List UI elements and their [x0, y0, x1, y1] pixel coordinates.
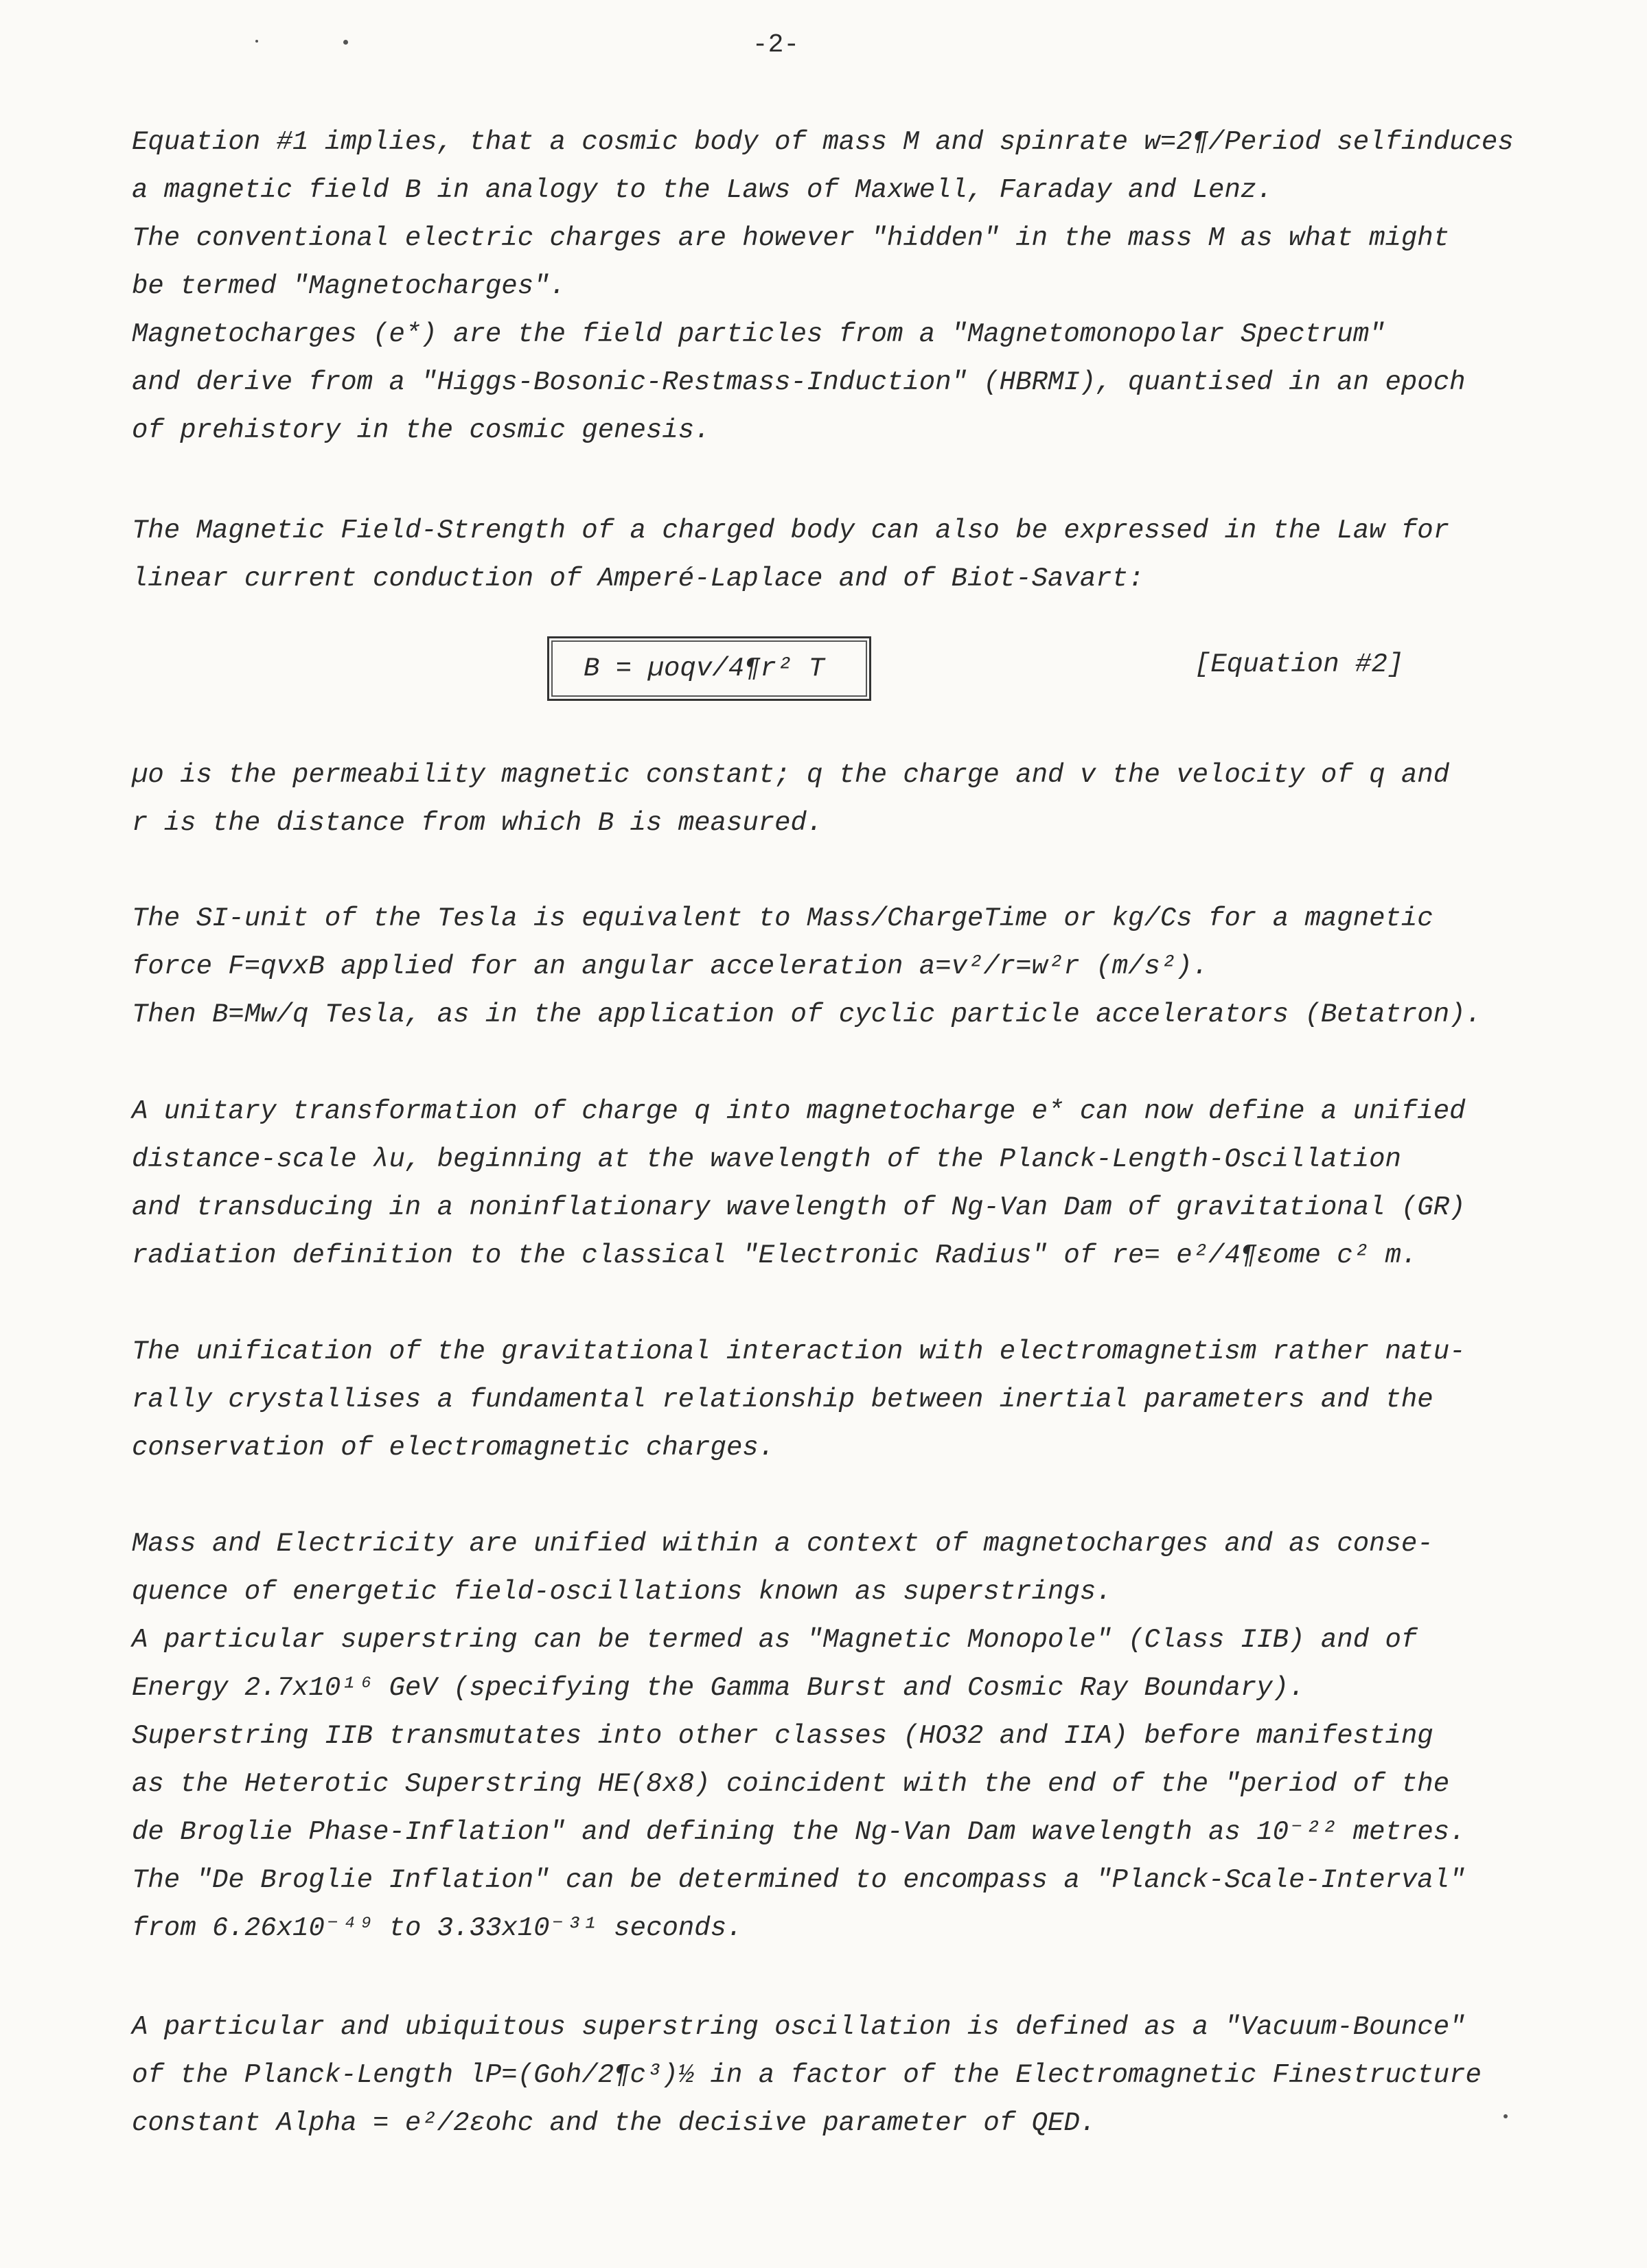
text-line: A particular superstring can be termed as "Magnetic Monopole" (Class IIB) and of	[132, 1625, 1418, 1655]
text-line: Energy 2.7x10¹⁶ GeV (specifying the Gamma Burst and Cosmic Ray Boundary).	[132, 1673, 1305, 1703]
paragraph-5	[132, 1087, 1532, 1280]
paragraph-2	[132, 507, 1532, 603]
text-line: linear current conduction of Amperé-Laplace and of Biot-Savart:	[132, 564, 1144, 594]
text-line: and transducing in a noninflationary wavelength of Ng-Van Dam of gravitational (GR)	[132, 1192, 1466, 1223]
paragraph-1	[132, 118, 1532, 454]
text-line: radiation definition to the classical "Electronic Radius" of re= e²/4¶εome c² m.	[132, 1240, 1418, 1271]
text-line: Equation #1 implies, that a cosmic body of mass M and spinrate w=2¶/Period selfinduces	[132, 127, 1514, 157]
text-line: A particular and ubiquitous superstring oscillation is defined as a "Vacuum-Bounce"	[132, 2012, 1466, 2042]
page-number: -2-	[752, 30, 800, 60]
text-line: The unification of the gravitational interaction with electromagnetism rather natu-	[132, 1336, 1466, 1367]
equation-box: B = µoqv/4¶r² T	[547, 636, 871, 701]
scan-speck	[1504, 2114, 1508, 2118]
text-line: A unitary transformation of charge q into magnetocharge e* can now define a unified	[132, 1096, 1466, 1126]
paragraph-8	[132, 2003, 1532, 2147]
text-line: conservation of electromagnetic charges.	[132, 1433, 775, 1463]
scan-speck	[255, 40, 258, 43]
text-line: The SI-unit of the Tesla is equivalent to Mass/ChargeTime or kg/Cs for a magnetic	[132, 903, 1433, 934]
text-line: a magnetic field B in analogy to the Laws of Maxwell, Faraday and Lenz.	[132, 175, 1273, 205]
text-line: Superstring IIB transmutates into other classes (HO32 and IIA) before manifesting	[132, 1721, 1433, 1751]
scan-speck	[343, 40, 348, 45]
text-line: of the Planck-Length lP=(Goh/2¶c³)½ in a factor of the Electromagnetic Finestructure	[132, 2060, 1482, 2090]
text-line: The conventional electric charges are however "hidden" in the mass M as what might	[132, 223, 1450, 253]
text-line: constant Alpha = e²/2εohc and the decisive parameter of QED.	[132, 2108, 1096, 2138]
text-line: r is the distance from which B is measured.	[132, 808, 823, 838]
text-line: µo is the permeability magnetic constant; q the charge and v the velocity of q and	[132, 760, 1450, 790]
text-line: quence of energetic field-oscillations known as superstrings.	[132, 1577, 1112, 1607]
text-line: and derive from a "Higgs-Bosonic-Restmass-Induction" (HBRMI), quantised in an epoch	[132, 367, 1466, 397]
text-line: de Broglie Phase-Inflation" and defining the Ng-Van Dam wavelength as 10⁻²² metres.	[132, 1817, 1466, 1847]
text-line: distance-scale λu, beginning at the wavelength of the Planck-Length-Oscillation	[132, 1144, 1401, 1174]
text-line: Magnetocharges (e*) are the field particles from a "Magnetomonopolar Spectrum"	[132, 319, 1385, 349]
paragraph-7	[132, 1520, 1532, 1952]
text-line: from 6.26x10⁻⁴⁹ to 3.33x10⁻³¹ seconds.	[132, 1913, 743, 1943]
text-line: The "De Broglie Inflation" can be determined to encompass a "Planck-Scale-Interval"	[132, 1865, 1466, 1895]
equation-label: [Equation #2]	[1195, 649, 1404, 680]
text-line: The Magnetic Field-Strength of a charged body can also be expressed in the Law for	[132, 516, 1450, 546]
text-line: as the Heterotic Superstring HE(8x8) coincident with the end of the "period of the	[132, 1769, 1450, 1799]
text-line: Mass and Electricity are unified within a context of magnetocharges and as conse-	[132, 1529, 1433, 1559]
text-line: Then B=Mw/q Tesla, as in the application of cyclic particle accelerators (Betatron).	[132, 999, 1482, 1030]
paragraph-3	[132, 751, 1532, 847]
text-line: of prehistory in the cosmic genesis.	[132, 415, 711, 445]
text-line: rally crystallises a fundamental relationship between inertial parameters and the	[132, 1385, 1433, 1415]
paragraph-4	[132, 894, 1532, 1039]
text-line: force F=qvxB applied for an angular acceleration a=v²/r=w²r (m/s²).	[132, 951, 1209, 982]
paragraph-6	[132, 1328, 1532, 1472]
text-line: be termed "Magnetocharges".	[132, 271, 566, 301]
